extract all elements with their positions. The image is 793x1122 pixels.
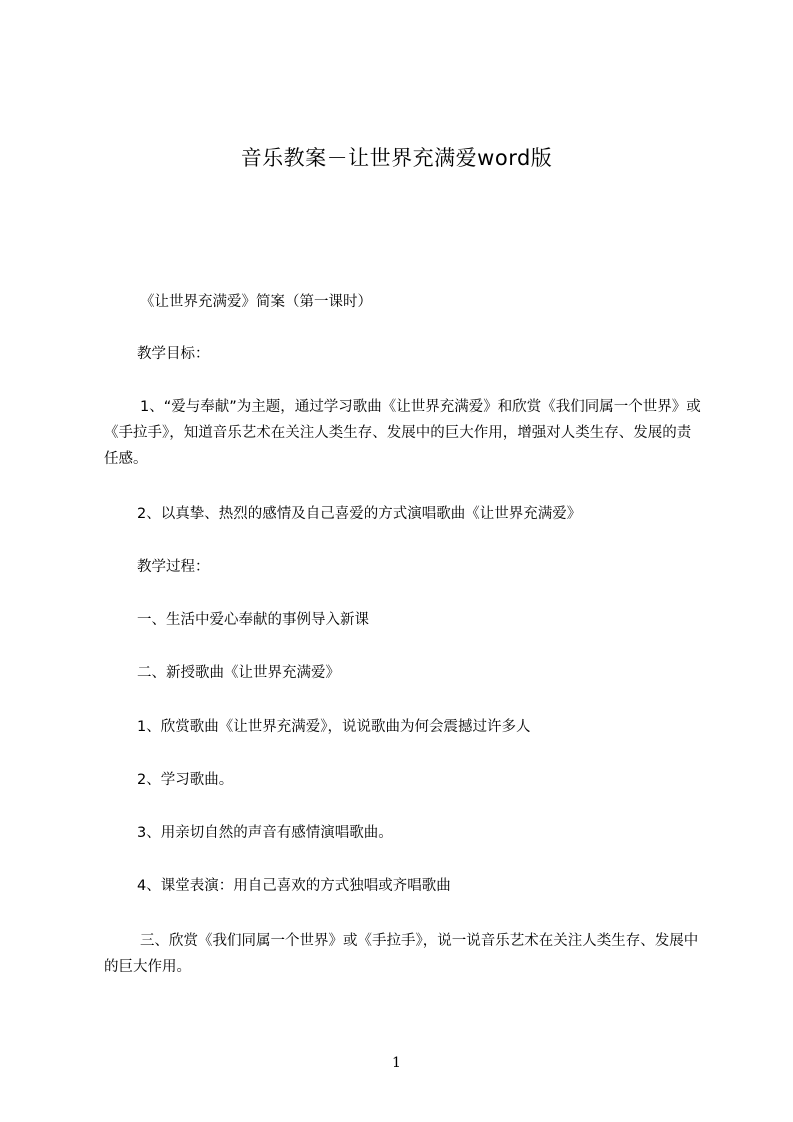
step-2-1-line: 1、欣赏歌曲《让世界充满爱》，说说歌曲为何会震撼过许多人 [137, 719, 531, 735]
step-2-2-line: 2、学习歌曲。 [137, 772, 234, 788]
objective-1-paragraph: 1、“爱与奉献”为主题，通过学习歌曲《让世界充满爱》和欣赏《我们同属一个世界》或《手拉手》，知道音乐艺术在关注人类生存、发展中的巨大作用，增强对人类生存、发展的责任感。 [104, 399, 701, 467]
lesson-subtitle: 《让世界充满爱》简案（第一课时） [140, 294, 372, 310]
step-2-4-line: 4、课堂表演：用自己喜欢的方式独唱或齐唱歌曲 [137, 878, 451, 894]
step-2-line: 二、新授歌曲《让世界充满爱》 [137, 665, 340, 681]
step-3-paragraph: 三、欣赏《我们同属一个世界》或《手拉手》，说一说音乐艺术在关注人类生存、发展中的巨大作用。 [104, 933, 699, 975]
document-title: 音乐教案－让世界充满爱word版 [240, 146, 553, 170]
objectives-heading: 教学目标： [137, 346, 210, 362]
step-1-line: 一、生活中爱心奉献的事例导入新课 [137, 612, 369, 628]
process-heading: 教学过程： [137, 559, 210, 575]
objective-2-line: 2、以真挚、热烈的感情及自己喜爱的方式演唱歌曲《让世界充满爱》 [137, 506, 582, 522]
page-number: 1 [392, 1055, 401, 1071]
step-2-3-line: 3、用亲切自然的声音有感情演唱歌曲。 [137, 825, 393, 841]
